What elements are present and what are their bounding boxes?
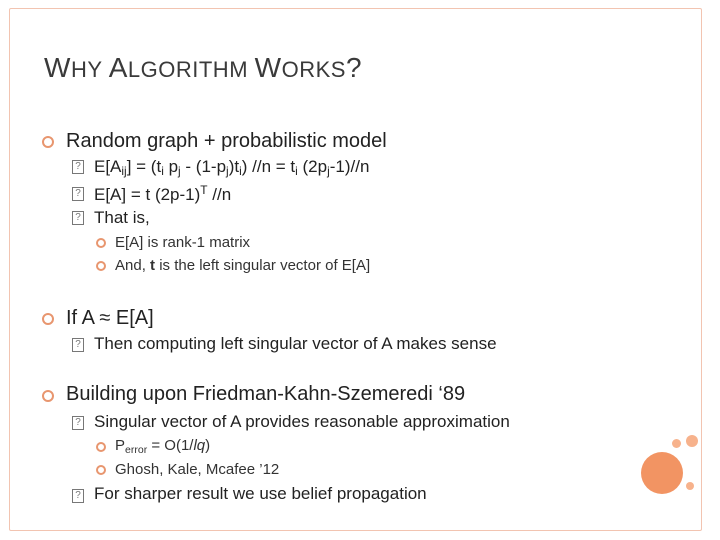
singular-vector-note: Singular vector of A provides reasonable approximation xyxy=(94,412,510,431)
bullet-approximation: If A ≈ E[A] xyxy=(66,307,154,329)
computing-note: Then computing left singular vector of A makes sense xyxy=(94,334,497,353)
sub-bullet-marker: ? xyxy=(72,187,84,201)
left-singular-note: And, t is the left singular vector of E[A] xyxy=(115,257,371,274)
bullet-marker xyxy=(42,390,54,402)
sub-bullet-marker: ? xyxy=(72,489,84,503)
sub-bullet-marker: ? xyxy=(72,160,84,174)
sub-bullet-marker: ? xyxy=(72,338,84,352)
ornament-circle xyxy=(686,435,698,447)
error-formula: $P_{error} = O(1/lq)$ xyxy=(115,437,211,456)
sub-sub-bullet-marker xyxy=(96,238,106,248)
that-is-label: That is, xyxy=(94,208,150,227)
bullet-marker xyxy=(42,313,54,325)
sub-bullet-marker: ? xyxy=(72,211,84,225)
belief-propagation-note: For sharper result we use belief propagation xyxy=(94,484,427,503)
sub-bullet-marker: ? xyxy=(72,416,84,430)
sub-sub-bullet-marker xyxy=(96,465,106,475)
ornament-circle xyxy=(672,439,681,448)
ornament-circle xyxy=(686,482,694,490)
bullet-random-graph: Random graph + probabilistic model xyxy=(66,130,387,152)
formula-expectation-a: E[A] = t $(2p-1)^T$ //n xyxy=(94,183,232,204)
sub-sub-bullet-marker xyxy=(96,261,106,271)
rank-one-note: E[A] is rank-1 matrix xyxy=(115,234,251,251)
formula-expectation-aij: $E[A_{ij}] = (t_i$ $p_j - (1-p_j)t_i$) $//n = t_i$ $(2p_j-1)//n$ xyxy=(94,157,370,178)
bullet-fks: Building upon Friedman-Kahn-Szemeredi ‘89 xyxy=(66,383,466,405)
ornament-circle-large xyxy=(641,452,683,494)
bullet-marker xyxy=(42,136,54,148)
sub-sub-bullet-marker xyxy=(96,442,106,452)
citation-ghosh: Ghosh, Kale, Mcafee ’12 xyxy=(115,461,280,478)
slide-title: WHY ALGORITHM WORKS? xyxy=(44,52,363,83)
